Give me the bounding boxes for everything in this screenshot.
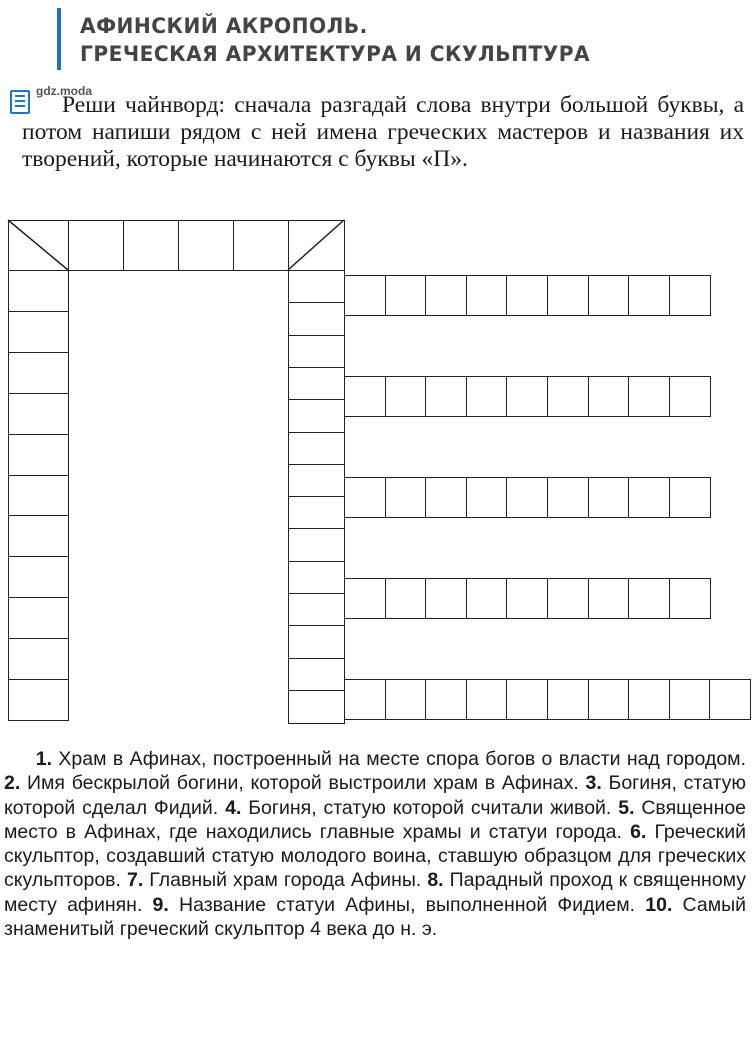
grid-cell-word: [425, 376, 467, 417]
grid-cell-right: [288, 561, 345, 595]
diagonal-line: [288, 220, 344, 270]
grid-cell-word: [344, 578, 386, 619]
clue-number: 7.: [126, 869, 144, 892]
clue-number: 4.: [225, 796, 242, 819]
grid-cell-word: [628, 578, 670, 619]
clue-number: 10.: [645, 893, 673, 916]
grid-cell-word: [588, 477, 630, 518]
clue-number: 8.: [427, 869, 444, 892]
grid-cell-word: [547, 578, 589, 619]
grid-cell-word: [466, 578, 508, 619]
grid-cell-right: [288, 367, 345, 401]
grid-cell-left: [8, 515, 69, 557]
clue-number: 6.: [630, 820, 647, 843]
diagonal-line: [8, 220, 68, 270]
clue-text: Парадный проход к священному месту афинян.: [4, 869, 747, 916]
task-text: Реши чайнворд: сначала разгадай слова внутри большой буквы, а потом напиши рядом с ней имена греческих мастеров и названия их творений, которые начинаются с буквы «П».: [22, 92, 744, 172]
grid-cell-left: [8, 638, 69, 680]
clue-text: Храм в Афинах, построенный на месте спора богов о власти над городом.: [58, 748, 746, 770]
grid-cell-word: [669, 578, 711, 619]
grid-cell-left: [8, 475, 69, 517]
title-line-1: АФИНСКИЙ АКРОПОЛЬ.: [80, 14, 368, 38]
grid-cell-word: [588, 376, 630, 417]
clue-text: Священное место в Афинах, где находились главные храмы и статуи города.: [4, 796, 747, 843]
grid-cell-word: [466, 376, 508, 417]
clue-number: 1.: [35, 748, 53, 770]
grid-cell-word: [506, 679, 548, 720]
grid-cell-word: [588, 578, 630, 619]
grid-cell-right: [288, 270, 345, 304]
grid-cell-right: [288, 528, 345, 562]
grid-cell-right: [288, 658, 345, 692]
clue-text: Греческий скульптор, создавший статую молодого воина, ставшую образцом для греческих скульпторов.: [4, 820, 747, 892]
grid-cell-left: [8, 434, 69, 476]
grid-cell-right: [288, 399, 345, 433]
grid-cell-word: [506, 275, 548, 316]
grid-cell-word: [669, 275, 711, 316]
grid-cell-word: [425, 275, 467, 316]
clue-text: Самый знаменитый греческий скульптор 4 века до н. э.: [4, 893, 747, 941]
grid-cell-word: [547, 477, 589, 518]
grid-cell-word: [466, 679, 508, 720]
grid-cell-word: [709, 679, 751, 720]
grid-cell-word: [425, 477, 467, 518]
clue-number: 5.: [618, 796, 635, 819]
grid-cell-word: [669, 477, 711, 518]
grid-cell-right: [288, 432, 345, 466]
clue-number: 3.: [585, 772, 602, 795]
clue-text: Богиня, статую которой сделал Фидий.: [4, 772, 747, 819]
grid-cell-word: [506, 578, 548, 619]
grid-cell-left: [8, 597, 69, 639]
grid-cell-word: [628, 376, 670, 417]
grid-cell-word: [669, 376, 711, 417]
grid-cell-word: [669, 679, 711, 720]
grid-cell-word: [506, 477, 548, 518]
clue-text: Название статуи Афины, выполненной Фидием.: [178, 893, 636, 916]
grid-cell-right: [288, 593, 345, 627]
grid-cell-left: [8, 270, 69, 312]
grid-cell-word: [547, 679, 589, 720]
title-line-2: ГРЕЧЕСКАЯ АРХИТЕКТУРА И СКУЛЬПТУРА: [80, 42, 591, 66]
grid-cell-word: [344, 679, 386, 720]
clue-text: Богиня, статую которой считали живой.: [248, 796, 612, 819]
grid-cell-right: [288, 302, 345, 336]
clue-number: 9.: [152, 893, 169, 916]
grid-cell-word: [344, 275, 386, 316]
grid-cell-word: [588, 679, 630, 720]
grid-cell-word: [506, 376, 548, 417]
grid-cell-word: [628, 477, 670, 518]
watermark-small: gdz.moda: [36, 84, 92, 98]
grid-cell-word: [547, 376, 589, 417]
grid-cell-word: [344, 376, 386, 417]
grid-cell-left: [8, 311, 69, 353]
grid-cell-word: [466, 477, 508, 518]
clues-list: [4, 747, 746, 941]
grid-cell-word: [385, 679, 427, 720]
clue-text: Главный храм города Афины.: [149, 869, 422, 892]
grid-cell-word: [628, 275, 670, 316]
grid-cell-left: [8, 556, 69, 598]
grid-cell-word: [385, 578, 427, 619]
grid-cell-word: [385, 275, 427, 316]
grid-cell-right: [288, 625, 345, 659]
grid-cell-left: [8, 679, 69, 721]
grid-cell-right: [288, 496, 345, 530]
grid-cell-word: [425, 578, 467, 619]
clue-number: 2.: [4, 772, 21, 795]
grid-cell-right: [288, 335, 345, 369]
grid-cell-word: [425, 679, 467, 720]
grid-cell-word: [385, 376, 427, 417]
grid-cell-word: [385, 477, 427, 518]
grid-cell-right: [288, 464, 345, 498]
grid-cell-left: [8, 393, 69, 435]
grid-cell-word: [547, 275, 589, 316]
grid-cell-word: [628, 679, 670, 720]
grid-cell-word: [588, 275, 630, 316]
grid-cell-left: [8, 352, 69, 394]
clue-text: Имя бескрылой богини, которой выстроили храм в Афинах.: [27, 772, 579, 795]
grid-cell-word: [466, 275, 508, 316]
grid-cell-right: [288, 690, 345, 724]
grid-cell-word: [344, 477, 386, 518]
